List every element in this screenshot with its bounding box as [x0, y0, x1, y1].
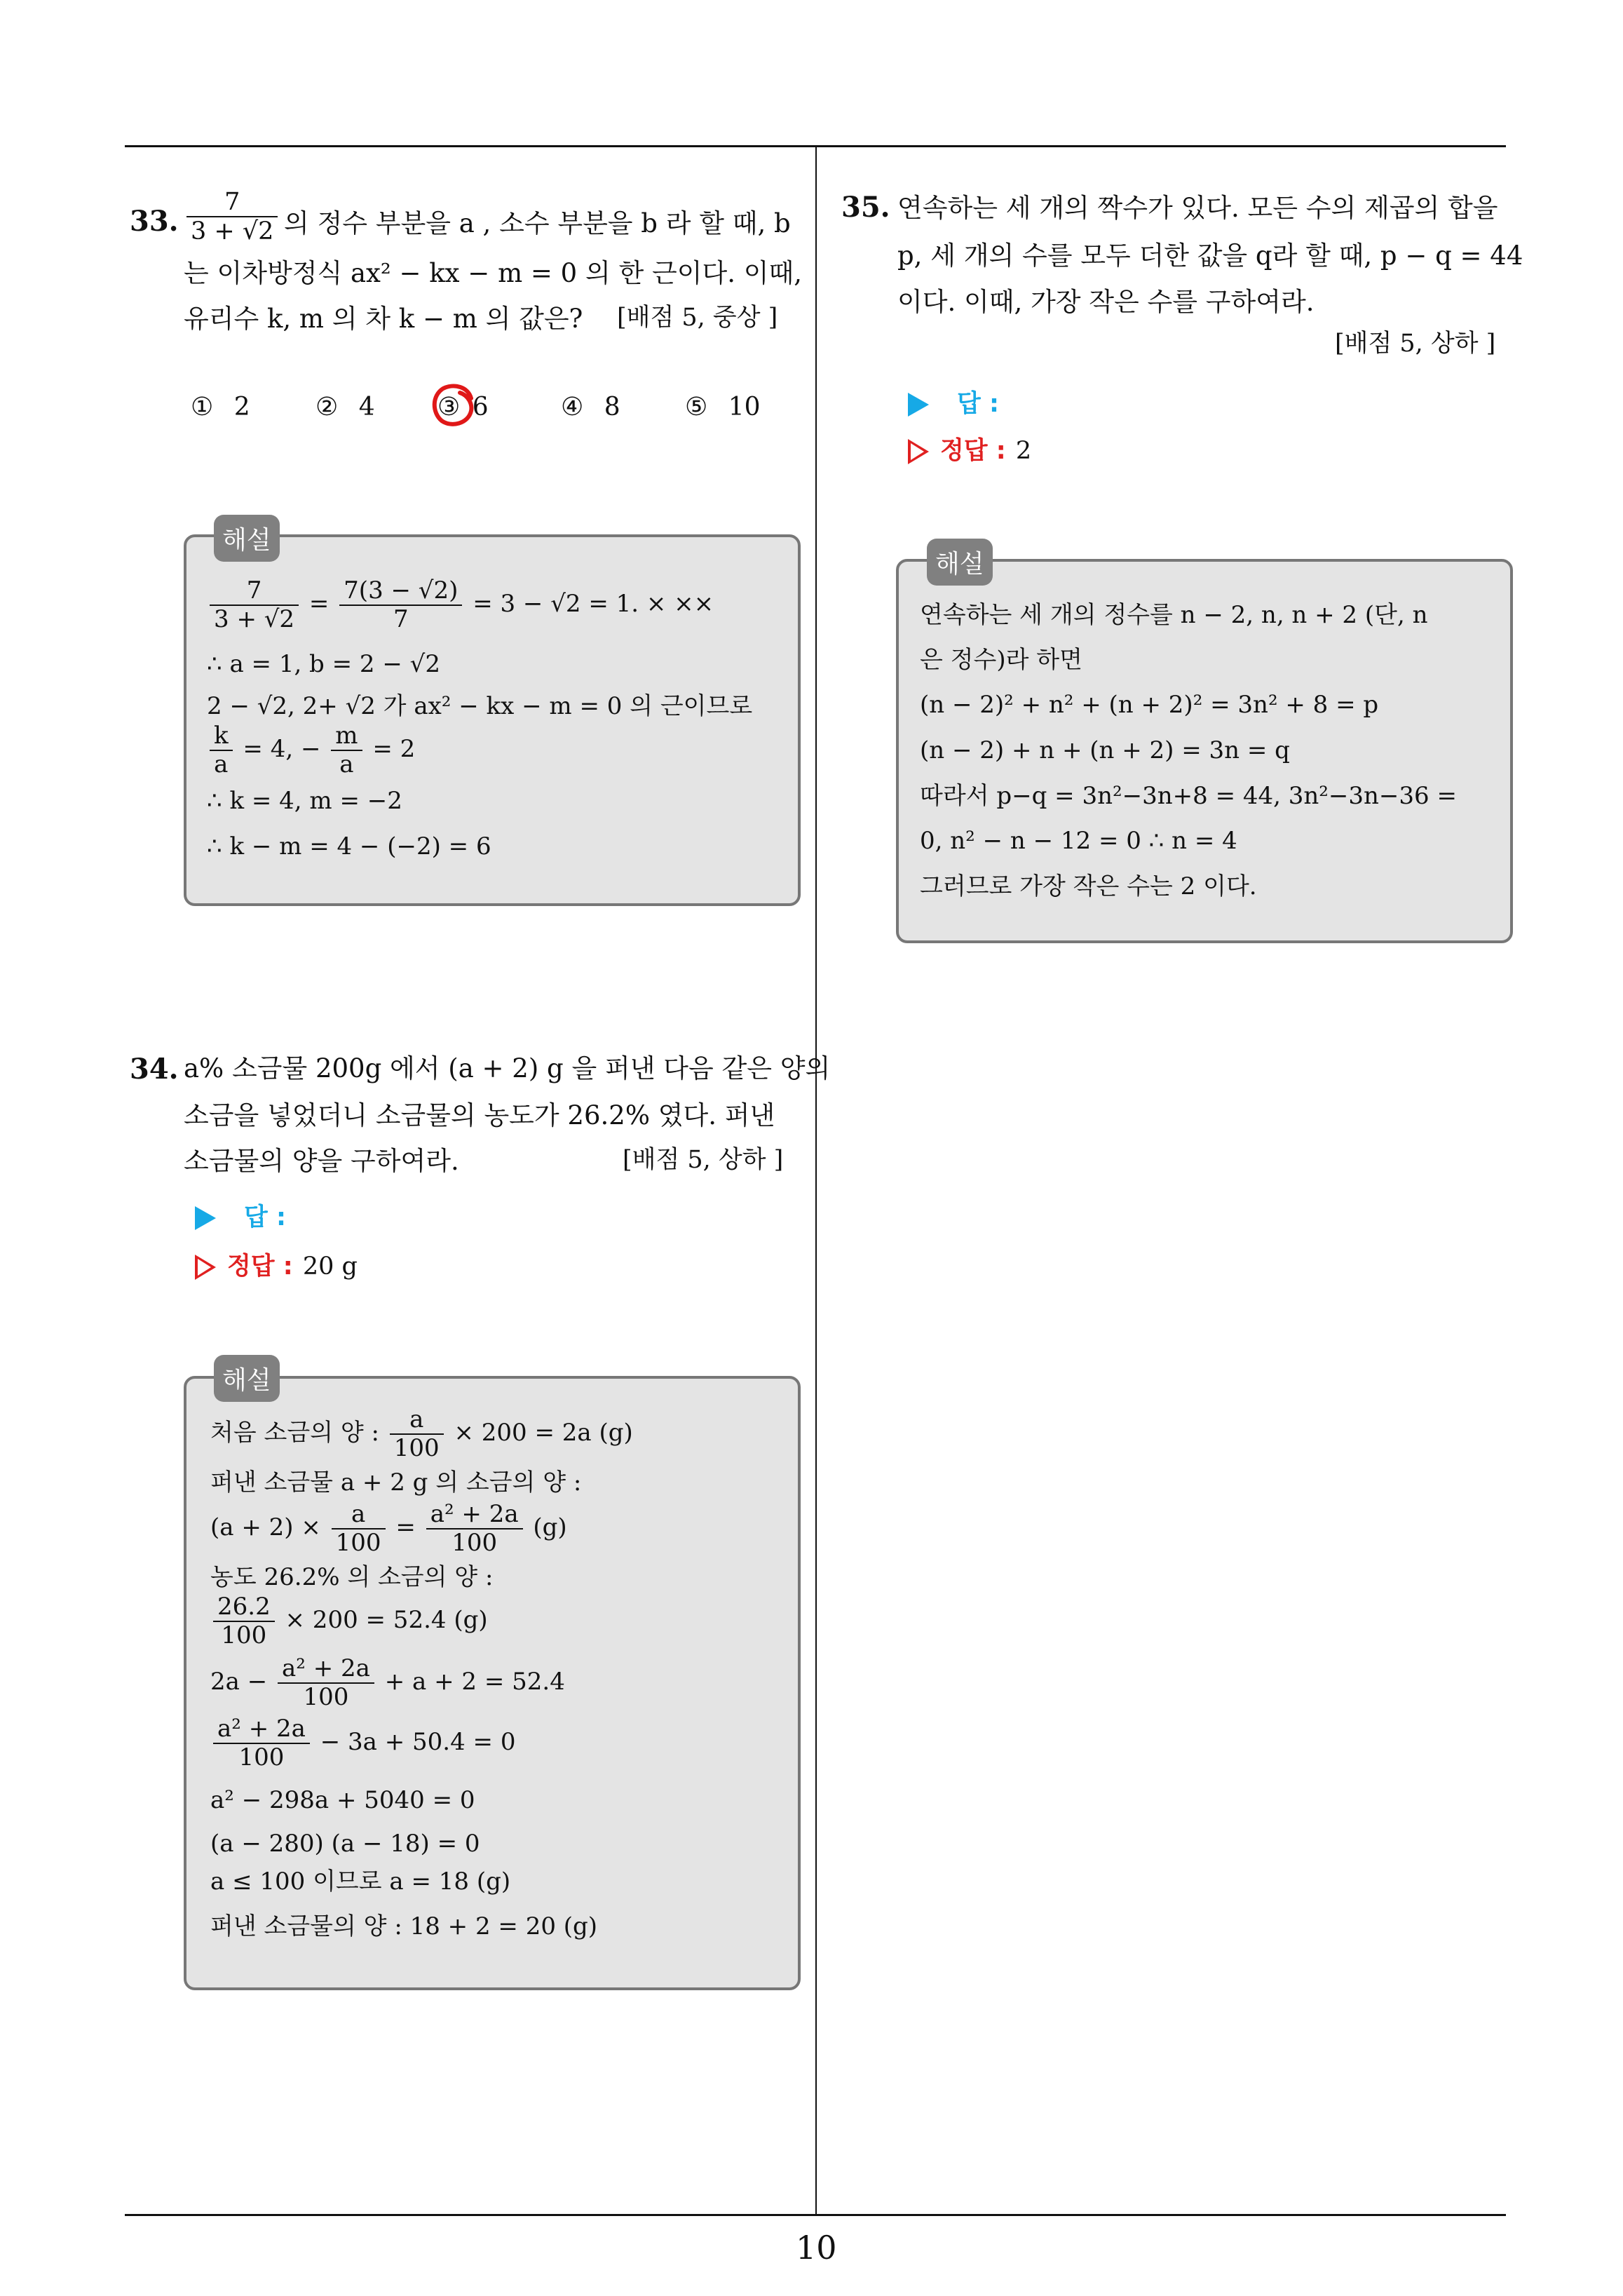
choice-marker: ⑤ — [685, 393, 708, 421]
explanation-line: (n − 2)² + n² + (n + 2)² = 3n² + 8 = p — [920, 691, 1379, 719]
explanation-line: (n − 2) + n + (n + 2) = 3n = q — [920, 736, 1290, 764]
score-label: [배점 5, 중상 ] — [617, 304, 778, 332]
question-text-line: 의 정수 부분을 a , 소수 부분을 b 라 할 때, b — [284, 208, 791, 238]
correct-answer-row: 정답 : 2 — [908, 431, 1031, 466]
explanation-line: $\frac{k}{a}$ = 4, − $\frac{m}{a}$ = 2 — [207, 722, 415, 778]
choice-marker: ③ — [437, 393, 461, 421]
choice-marker: ① — [191, 393, 214, 421]
question-fraction — [184, 188, 280, 246]
choice-marker: ④ — [561, 393, 584, 421]
explanation-line: (a + 2) × $\frac{a}{100}$ = $\frac{\text{a² + 2a}}{100}$ (g) — [210, 1500, 567, 1558]
outline-arrow-icon — [908, 439, 929, 464]
question-text-line: a% 소금물 200g 에서 (a + 2) g 을 퍼낸 다음 같은 양의 — [184, 1053, 831, 1083]
explanation-tag: 해설 — [927, 539, 993, 586]
choice-marker: ② — [315, 393, 339, 421]
explanation-line: (a − 280) (a − 18) = 0 — [210, 1830, 480, 1858]
score-label: [배점 5, 상하 ] — [623, 1146, 784, 1174]
selected-circle-icon — [428, 380, 478, 431]
choice-2[interactable] — [315, 393, 375, 421]
explanation-line: ∴ a = 1, b = 2 − √2 — [207, 650, 440, 678]
explanation-line: ∴ k − m = 4 − (−2) = 6 — [207, 832, 491, 860]
column-divider — [815, 145, 817, 2215]
arrow-right-icon — [195, 1206, 216, 1230]
choice-5[interactable] — [685, 393, 761, 421]
explanation-line: 처음 소금의 양 : $\frac{a}{100}$ × 200 = 2a (g) — [210, 1405, 633, 1463]
explanation-line: $\frac{7}{3 + √2}$ = $\frac{7(3 - √2)}{7}$ = 3 − √2 = 1. × ×× — [207, 577, 714, 633]
explanation-line: 0, n² − n − 12 = 0 ∴ n = 4 — [920, 827, 1237, 855]
explanation-line: 그러므로 가장 작은 수는 2 이다. — [920, 872, 1257, 900]
question-number: 33. — [130, 205, 179, 238]
question-number: 35. — [841, 191, 890, 224]
correct-answer-row: 정답 : 20 g — [195, 1247, 358, 1282]
question-text-line: 소금물의 양을 구하여라. — [184, 1146, 459, 1176]
explanation-line: 따라서 p−q = 3n²−3n+8 = 44, 3n²−3n−36 = — [920, 782, 1457, 810]
explanation-line: 퍼낸 소금물의 양 : 18 + 2 = 20 (g) — [210, 1912, 598, 1940]
explanation-tag: 해설 — [214, 1355, 280, 1402]
page-number: 10 — [796, 2229, 837, 2267]
question-text-line: p, 세 개의 수를 모두 더한 값을 q라 할 때, p − q = 44 — [897, 241, 1523, 271]
choice-value: 10 — [728, 393, 761, 421]
explanation-line: $\frac{26.2}{100}$ × 200 = 52.4 (g) — [210, 1593, 488, 1649]
arrow-right-icon — [908, 393, 929, 417]
answer-input-row[interactable]: 답 : — [195, 1198, 286, 1233]
choice-1[interactable] — [191, 393, 250, 421]
question-text-line: 유리수 k, m 의 차 k − m 의 값은? — [184, 304, 583, 334]
explanation-line: $\frac{\text{a² + 2a}}{100}$ − 3a + 50.4 = 0 — [210, 1715, 515, 1771]
question-text-line: 연속하는 세 개의 짝수가 있다. 모든 수의 제곱의 합을 — [897, 193, 1498, 223]
explanation-line: 연속하는 세 개의 정수를 n − 2, n, n + 2 (단, n — [920, 601, 1428, 629]
explanation-line: 농도 26.2% 의 소금의 양 : — [210, 1563, 494, 1591]
explanation-line: ∴ k = 4, m = −2 — [207, 787, 402, 815]
question-text-line: 소금을 넣었더니 소금물의 농도가 26.2% 였다. 퍼낸 — [184, 1100, 775, 1130]
explanation-tag: 해설 — [214, 515, 280, 562]
explanation-line: a ≤ 100 이므로 a = 18 (g) — [210, 1868, 511, 1896]
explanation-line: 은 정수)라 하면 — [920, 646, 1082, 674]
choice-value: 2 — [233, 393, 250, 421]
score-label: [배점 5, 상하 ] — [1335, 330, 1496, 358]
explanation-line: 2 − √2, 2+ √2 가 ax² − kx − m = 0 의 근이므로 — [207, 692, 753, 720]
choice-4[interactable] — [561, 393, 620, 421]
question-number: 34. — [130, 1053, 179, 1086]
bottom-rule — [125, 2214, 1506, 2216]
fraction: $\frac{7}{3 + √2}$ — [186, 188, 278, 246]
outline-arrow-icon — [195, 1255, 216, 1280]
question-text-line: 이다. 이때, 가장 작은 수를 구하여라. — [897, 287, 1315, 317]
choice-value: 8 — [604, 393, 620, 421]
answer-input-row[interactable]: 답 : — [908, 384, 999, 419]
explanation-line: 2a − $\frac{\text{a² + 2a}}{100}$ + a + 2 = 52.4 — [210, 1654, 565, 1712]
choice-value: 6 — [472, 393, 489, 421]
explanation-line: 퍼낸 소금물 a + 2 g 의 소금의 양 : — [210, 1468, 582, 1497]
question-text-line: 는 이차방정식 ax² − kx − m = 0 의 한 근이다. 이때, — [184, 258, 802, 288]
explanation-line: a² − 298a + 5040 = 0 — [210, 1786, 475, 1814]
choice-value: 4 — [358, 393, 375, 421]
